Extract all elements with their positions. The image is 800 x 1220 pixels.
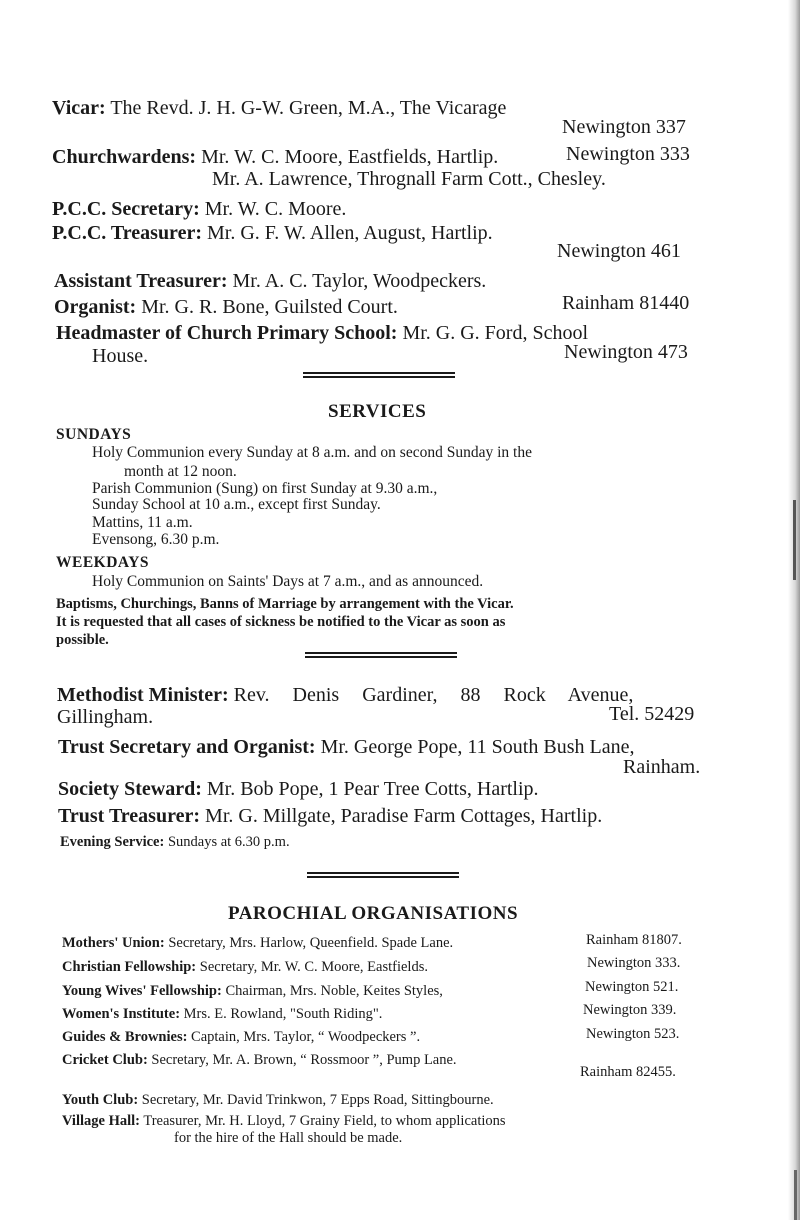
headmaster-entry bbox=[56, 322, 588, 344]
pcc-secretary: Mr. W. C. Moore. bbox=[204, 198, 347, 220]
org-label: Village Hall: bbox=[62, 1113, 140, 1129]
org-entry bbox=[62, 983, 443, 1000]
org-phone: Newington 333. bbox=[587, 955, 681, 971]
services-heading: SERVICES bbox=[328, 401, 427, 422]
org-entry bbox=[62, 1092, 494, 1109]
organisations-heading: PAROCHIAL ORGANISATIONS bbox=[228, 903, 519, 924]
org-entry bbox=[62, 1113, 506, 1130]
pcc-secretary-label: P.C.C. Secretary: bbox=[52, 198, 200, 220]
headmaster-label: Headmaster of Church Primary School: bbox=[56, 322, 398, 344]
vicar-phone: Newington 337 bbox=[562, 116, 686, 138]
org-entry bbox=[62, 935, 453, 952]
minister-phone: Tel. 52429 bbox=[609, 703, 695, 725]
org-detail: Chairman, Mrs. Noble, Keites Styles, bbox=[225, 983, 443, 999]
churchwardens-label: Churchwardens: bbox=[52, 146, 197, 168]
society-steward-entry bbox=[58, 778, 539, 800]
org-phone: Newington 521. bbox=[585, 979, 679, 995]
trust-treasurer-entry bbox=[58, 805, 602, 827]
org-phone: Rainham 82455. bbox=[580, 1064, 676, 1080]
sunday-line: Sunday School at 10 a.m., except first Sunday. bbox=[92, 496, 381, 513]
churchwardens-entry bbox=[52, 146, 498, 168]
pcc-secretary-entry bbox=[52, 198, 346, 220]
minister-label: Methodist Minister: bbox=[57, 684, 229, 706]
divider-rule bbox=[307, 872, 459, 879]
sunday-line: month at 12 noon. bbox=[124, 463, 237, 480]
trust-secretary-town: Rainham. bbox=[623, 756, 701, 778]
sunday-line: Evensong, 6.30 p.m. bbox=[92, 531, 220, 548]
headmaster-phone: Newington 473 bbox=[564, 341, 688, 363]
org-label: Youth Club: bbox=[62, 1092, 139, 1108]
org-entry bbox=[62, 1006, 382, 1023]
methodist-minister-entry bbox=[57, 684, 633, 706]
assistant-treasurer-label: Assistant Treasurer: bbox=[54, 270, 228, 292]
headmaster-cont: House. bbox=[92, 345, 149, 367]
org-detail: Secretary, Mr. W. C. Moore, Eastfields. bbox=[199, 959, 428, 975]
divider-rule bbox=[303, 372, 455, 379]
vicar-entry bbox=[52, 97, 506, 119]
org-detail-cont: for the hire of the Hall should be made. bbox=[174, 1130, 403, 1146]
trust-secretary-label: Trust Secretary and Organist: bbox=[58, 736, 316, 758]
divider-rule bbox=[305, 652, 457, 659]
organist-phone: Rainham 81440 bbox=[562, 292, 690, 314]
assistant-treasurer: Mr. A. C. Taylor, Woodpeckers. bbox=[232, 270, 487, 292]
pcc-treasurer: Mr. G. F. W. Allen, August, Hartlip. bbox=[207, 222, 493, 244]
services-note: Baptisms, Churchings, Banns of Marriage by arrangement with the Vicar. bbox=[56, 596, 514, 612]
org-detail: Treasurer, Mr. H. Lloyd, 7 Grainy Field, to whom applications bbox=[143, 1113, 506, 1129]
assistant-treasurer-entry bbox=[54, 270, 486, 292]
steward: Mr. Bob Pope, 1 Pear Tree Cotts, Hartlip. bbox=[206, 778, 539, 800]
headmaster: Mr. G. G. Ford, School bbox=[402, 322, 589, 344]
org-entry bbox=[62, 1029, 420, 1046]
churchwarden-1-phone: Newington 333 bbox=[566, 143, 690, 165]
sundays-heading: SUNDAYS bbox=[56, 426, 132, 443]
minister-town: Gillingham. bbox=[57, 706, 154, 728]
organist-label: Organist: bbox=[54, 296, 137, 318]
evening-service-entry bbox=[60, 834, 290, 851]
org-phone: Newington 339. bbox=[583, 1002, 677, 1018]
page-edge-shadow bbox=[788, 0, 800, 1220]
org-entry bbox=[62, 1052, 457, 1069]
vicar-text: The Revd. J. H. G-W. Green, M.A., The Vicarage bbox=[110, 97, 507, 119]
org-detail: Mrs. E. Rowland, "South Riding". bbox=[183, 1006, 383, 1022]
evening-label: Evening Service: bbox=[60, 834, 165, 850]
evening: Sundays at 6.30 p.m. bbox=[167, 834, 290, 850]
minister: Rev. Denis Gardiner, 88 Rock Avenue, bbox=[233, 684, 634, 706]
org-phone: Newington 523. bbox=[586, 1026, 680, 1042]
services-note: possible. bbox=[56, 632, 109, 648]
organist-entry bbox=[54, 296, 398, 318]
org-detail: Captain, Mrs. Taylor, “ Woodpeckers ”. bbox=[191, 1029, 421, 1045]
org-phone: Rainham 81807. bbox=[586, 932, 682, 948]
trust-secretary: Mr. George Pope, 11 South Bush Lane, bbox=[320, 736, 635, 758]
pcc-treasurer-entry bbox=[52, 222, 493, 244]
sunday-line: Parish Communion (Sung) on first Sunday at 9.30 a.m., bbox=[92, 480, 438, 497]
org-detail: Secretary, Mr. A. Brown, “ Rossmoor ”, Pump Lane. bbox=[151, 1052, 457, 1068]
org-detail: Secretary, Mrs. Harlow, Queenfield. Spade Lane. bbox=[168, 935, 454, 951]
trust-treasurer: Mr. G. Millgate, Paradise Farm Cottages, Hartlip. bbox=[205, 805, 603, 827]
services-note: It is requested that all cases of sickness be notified to the Vicar as soon as bbox=[56, 614, 506, 630]
org-detail: Secretary, Mr. David Trinkwon, 7 Epps Road, Sittingbourne. bbox=[141, 1092, 494, 1108]
weekday-line: Holy Communion on Saints' Days at 7 a.m., and as announced. bbox=[92, 573, 484, 590]
org-label: Christian Fellowship: bbox=[62, 959, 197, 975]
churchwarden-2: Mr. A. Lawrence, Thrognall Farm Cott., Chesley. bbox=[212, 168, 606, 190]
page-edge-mark bbox=[794, 1170, 797, 1220]
sunday-line: Mattins, 11 a.m. bbox=[92, 514, 193, 531]
steward-label: Society Steward: bbox=[58, 778, 202, 800]
trust-secretary-entry bbox=[58, 736, 634, 758]
weekdays-heading: WEEKDAYS bbox=[56, 554, 150, 571]
pcc-treasurer-phone: Newington 461 bbox=[557, 240, 681, 262]
org-label: Guides & Brownies: bbox=[62, 1029, 188, 1045]
sunday-line: Holy Communion every Sunday at 8 a.m. and on second Sunday in the bbox=[92, 444, 532, 461]
trust-treasurer-label: Trust Treasurer: bbox=[58, 805, 201, 827]
org-label: Cricket Club: bbox=[62, 1052, 148, 1068]
organist: Mr. G. R. Bone, Guilsted Court. bbox=[141, 296, 398, 318]
page-edge-mark bbox=[793, 500, 796, 580]
vicar-label: Vicar: bbox=[52, 97, 106, 119]
org-label: Young Wives' Fellowship: bbox=[62, 983, 222, 999]
pcc-treasurer-label: P.C.C. Treasurer: bbox=[52, 222, 202, 244]
org-label: Women's Institute: bbox=[62, 1006, 181, 1022]
churchwarden-1: Mr. W. C. Moore, Eastfields, Hartlip. bbox=[201, 146, 499, 168]
org-label: Mothers' Union: bbox=[62, 935, 165, 951]
org-entry bbox=[62, 959, 428, 976]
